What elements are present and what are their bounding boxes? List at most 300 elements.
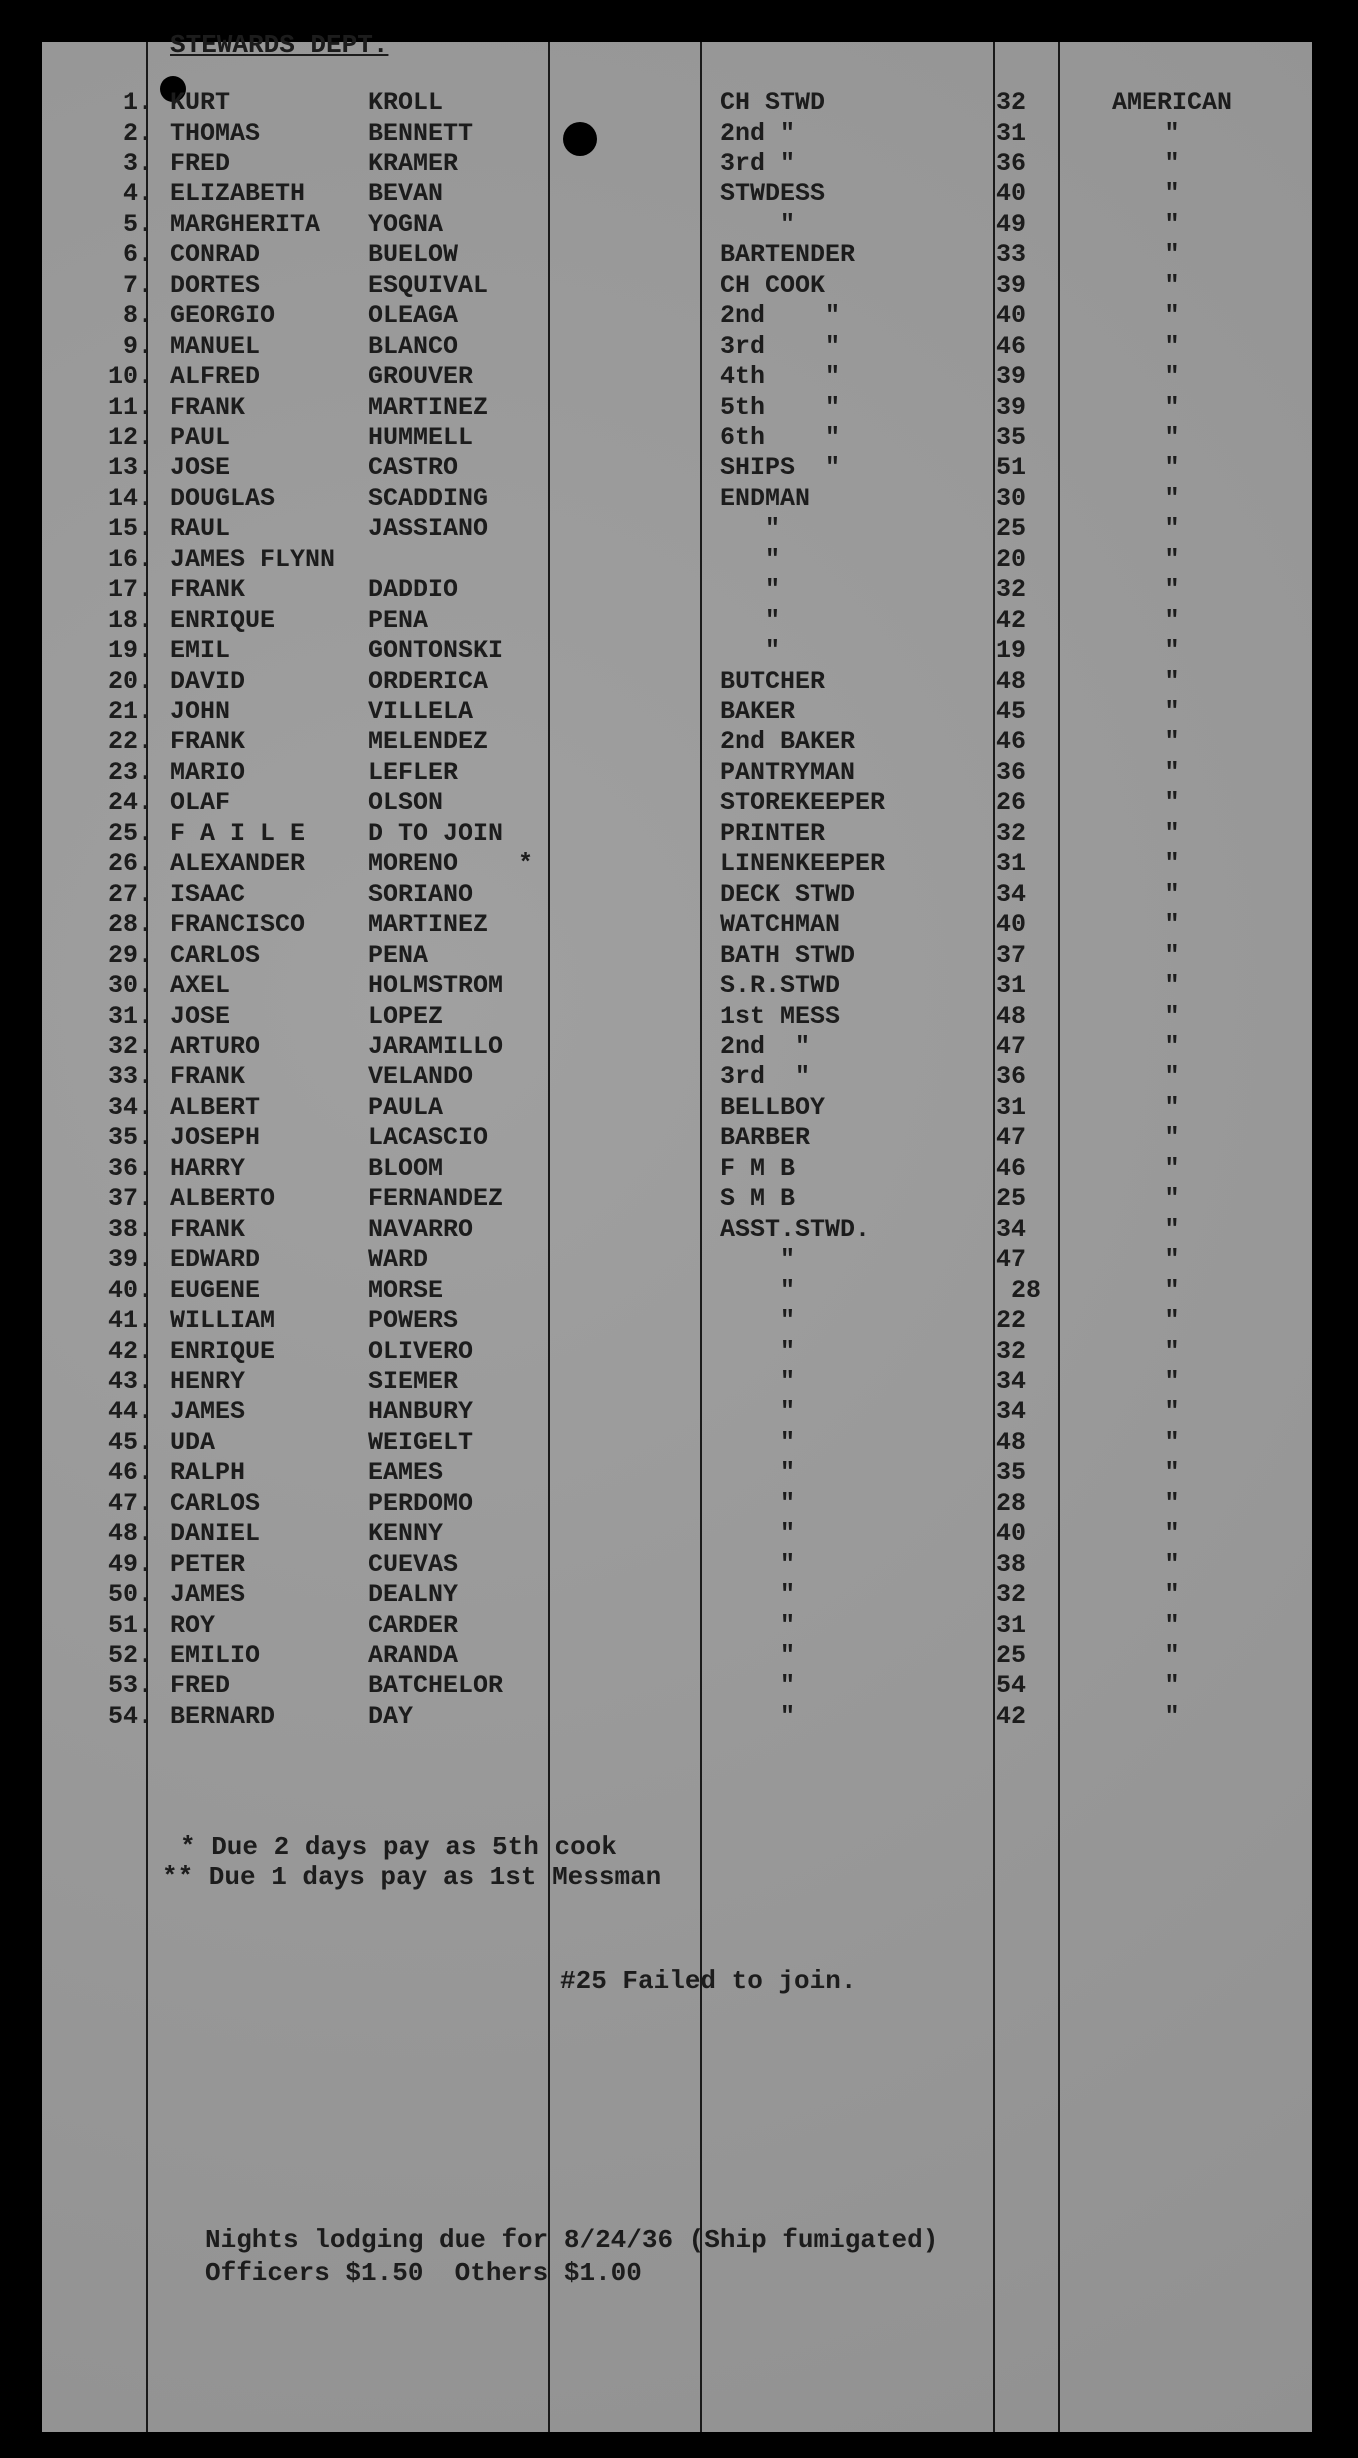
last-name-cell: ARANDA (368, 1641, 459, 1670)
nationality-cell: " (1164, 1336, 1180, 1366)
last-name-cell: OLEAGA (368, 301, 459, 331)
row-number-cell: 10. (107, 362, 153, 392)
first-name-cell: CONRAD (170, 240, 261, 270)
age-cell: 31 (996, 971, 1027, 1000)
first-name-cell: THOMAS (170, 118, 261, 148)
table-row (0, 301, 1358, 331)
first-name-cell: FRANK (170, 727, 246, 757)
table-row (0, 545, 1358, 575)
position-cell: " (720, 1366, 796, 1396)
age-cell: 33 (996, 240, 1027, 270)
last-name-cell: MARTINEZ (368, 392, 489, 422)
age-cell: 46 (996, 1153, 1027, 1183)
last-name-cell: SCADDING (368, 483, 489, 513)
nationality-cell: " (1164, 1427, 1180, 1457)
position-cell: 2nd " (720, 118, 796, 148)
table-row (0, 1093, 1358, 1123)
last-name-cell: MORSE (368, 1275, 444, 1305)
nationality-cell: " (1164, 179, 1180, 209)
row-number-cell: 17. (107, 575, 153, 605)
failed-note: #25 Failed to join. (560, 1966, 857, 1996)
position-cell: ENDMAN (720, 483, 811, 513)
nationality-cell: " (1164, 605, 1180, 635)
last-name-cell: EAMES (368, 1458, 444, 1488)
position-cell: STWDESS (720, 179, 826, 209)
position-cell: " (720, 1641, 796, 1670)
age-cell: 25 (996, 514, 1027, 544)
first-name-cell: EMIL (170, 636, 231, 666)
table-row (0, 271, 1358, 301)
row-number-cell: 28. (107, 910, 153, 940)
table-row (0, 1032, 1358, 1062)
age-cell: 49 (996, 209, 1027, 239)
table-row (0, 788, 1358, 818)
position-cell: " (720, 1245, 796, 1275)
age-cell: 31 (996, 1092, 1027, 1122)
age-cell: 31 (996, 118, 1027, 148)
first-name-cell: UDA (170, 1427, 216, 1457)
last-name-cell: YOGNA (368, 209, 444, 239)
position-cell: " (720, 514, 781, 544)
last-name-cell: JASSIANO (368, 514, 489, 544)
table-row (0, 1428, 1358, 1458)
nationality-cell: " (1164, 1641, 1180, 1670)
position-cell: " (720, 1549, 796, 1579)
first-name-cell: FRED (170, 1671, 231, 1701)
age-cell: 30 (996, 483, 1027, 513)
table-row (0, 210, 1358, 240)
first-name-cell: RAUL (170, 514, 231, 544)
table-row (0, 1367, 1358, 1397)
nationality-cell: " (1164, 1458, 1180, 1488)
position-cell: ASST.STWD. (720, 1214, 871, 1244)
nationality-cell: " (1164, 1092, 1180, 1122)
position-cell: 3rd " (720, 1062, 811, 1092)
first-name-cell: WILLIAM (170, 1306, 276, 1335)
age-cell: 40 (996, 1519, 1027, 1549)
position-cell: S.R.STWD (720, 971, 841, 1000)
row-number-cell: 6. (122, 240, 153, 270)
nationality-cell: " (1164, 910, 1180, 940)
table-row (0, 1002, 1358, 1032)
table-row (0, 1245, 1358, 1275)
position-cell: S M B (720, 1184, 796, 1214)
age-cell: 51 (996, 453, 1027, 483)
first-name-cell: F A I L E (170, 818, 306, 848)
table-row (0, 849, 1358, 879)
table-row (0, 149, 1358, 179)
position-cell: " (720, 1488, 796, 1518)
last-name-cell: NAVARRO (368, 1214, 474, 1244)
footnote: * Due 2 days pay as 5th cook (180, 1832, 617, 1862)
nationality-cell: " (1164, 971, 1180, 1000)
first-name-cell: MARIO (170, 757, 246, 787)
nationality-cell: " (1164, 1549, 1180, 1579)
last-name-cell: ORDERICA (368, 666, 489, 696)
nationality-cell: " (1164, 270, 1180, 300)
age-cell: 48 (996, 1427, 1027, 1457)
age-cell: 36 (996, 148, 1027, 178)
nationality-cell: " (1164, 1001, 1180, 1031)
row-number-cell: 46. (107, 1458, 153, 1488)
position-cell: BARTENDER (720, 240, 856, 270)
nationality-cell: " (1164, 118, 1180, 148)
first-name-cell: DAVID (170, 666, 246, 696)
lodging-note: Nights lodging due for 8/24/36 (Ship fumigated) (205, 2225, 939, 2255)
nationality-cell: " (1164, 1488, 1180, 1518)
first-name-cell: KURT (170, 88, 231, 117)
age-cell: 32 (996, 818, 1027, 848)
position-cell: 2nd " (720, 1031, 811, 1061)
nationality-cell: " (1164, 148, 1180, 178)
first-name-cell: OLAF (170, 788, 231, 818)
last-name-cell: KENNY (368, 1519, 444, 1549)
first-name-cell: BERNARD (170, 1701, 276, 1731)
last-name-cell: DADDIO (368, 575, 459, 605)
nationality-cell: " (1164, 301, 1180, 331)
row-number-cell: 42. (107, 1336, 153, 1366)
last-name-cell: LOPEZ (368, 1001, 444, 1031)
table-row (0, 1580, 1358, 1610)
last-name-cell: BATCHELOR (368, 1671, 504, 1701)
table-row (0, 667, 1358, 697)
row-number-cell: 15. (107, 514, 153, 544)
table-row (0, 393, 1358, 423)
age-cell: 34 (996, 1214, 1027, 1244)
position-cell: " (720, 636, 781, 666)
first-name-cell: FRED (170, 148, 231, 178)
first-name-cell: DORTES (170, 270, 261, 300)
last-name-cell: CUEVAS (368, 1549, 459, 1579)
nationality-cell: " (1164, 331, 1180, 361)
table-row (0, 1306, 1358, 1336)
age-cell: 19 (996, 636, 1027, 666)
row-number-cell: 7. (122, 270, 153, 300)
position-cell: BUTCHER (720, 666, 826, 696)
nationality-cell: " (1164, 1701, 1180, 1731)
table-row (0, 484, 1358, 514)
age-cell: 20 (996, 544, 1027, 574)
table-row (0, 880, 1358, 910)
nationality-cell: AMERICAN (1111, 88, 1233, 117)
table-row (0, 514, 1358, 544)
age-cell: 48 (996, 666, 1027, 696)
nationality-cell: " (1164, 1580, 1180, 1609)
table-row (0, 1276, 1358, 1306)
table-row (0, 332, 1358, 362)
position-cell: PRINTER (720, 818, 826, 848)
table-row (0, 1123, 1358, 1153)
last-name-cell: GROUVER (368, 362, 474, 392)
first-name-cell: ALEXANDER (170, 849, 306, 879)
position-cell: WATCHMAN (720, 910, 841, 940)
row-number-cell: 14. (107, 483, 153, 513)
position-cell: " (720, 1306, 796, 1335)
age-cell: 39 (996, 270, 1027, 300)
table-row (0, 758, 1358, 788)
age-cell: 34 (996, 879, 1027, 909)
position-cell: " (720, 1519, 796, 1549)
first-name-cell: ALFRED (170, 362, 261, 392)
table-row (0, 1337, 1358, 1367)
row-number-cell: 25. (107, 818, 153, 848)
age-cell: 47 (996, 1245, 1027, 1275)
first-name-cell: PETER (170, 1549, 246, 1579)
table-row (0, 1062, 1358, 1092)
first-name-cell: JAMES (170, 1580, 246, 1609)
row-number-cell: 16. (107, 544, 153, 574)
row-number-cell: 30. (107, 971, 153, 1000)
last-name-cell: SIEMER (368, 1366, 459, 1396)
first-name-cell: ENRIQUE (170, 605, 276, 635)
last-name-cell: HOLMSTROM (368, 971, 504, 1000)
last-name-cell: WARD (368, 1245, 429, 1275)
row-number-cell: 9. (122, 331, 153, 361)
row-number-cell: 18. (107, 605, 153, 635)
last-name-cell: DAY (368, 1701, 414, 1731)
table-row (0, 636, 1358, 666)
nationality-cell: " (1164, 1184, 1180, 1214)
row-number-cell: 11. (107, 392, 153, 422)
last-name-cell: CARDER (368, 1610, 459, 1640)
position-cell: " (720, 209, 796, 239)
row-number-cell: 22. (107, 727, 153, 757)
age-cell: 40 (996, 910, 1027, 940)
first-name-cell: ENRIQUE (170, 1336, 276, 1366)
nationality-cell: " (1164, 392, 1180, 422)
age-cell: 32 (996, 1580, 1027, 1609)
first-name-cell: PAUL (170, 422, 231, 452)
age-cell: 42 (996, 1701, 1027, 1731)
nationality-cell: " (1164, 240, 1180, 270)
nationality-cell: " (1164, 1214, 1180, 1244)
nationality-cell: " (1164, 422, 1180, 452)
first-name-cell: HARRY (170, 1153, 246, 1183)
first-name-cell: JOHN (170, 697, 231, 726)
first-name-cell: MARGHERITA (170, 209, 321, 239)
position-cell: SHIPS " (720, 453, 841, 483)
last-name-cell: BENNETT (368, 118, 474, 148)
position-cell: 5th " (720, 392, 841, 422)
position-cell: " (720, 1458, 796, 1488)
nationality-cell: " (1164, 697, 1180, 726)
age-cell: 35 (996, 1458, 1027, 1488)
table-row (0, 240, 1358, 270)
last-name-cell: OLSON (368, 788, 444, 818)
table-row (0, 1611, 1358, 1641)
table-row (0, 1397, 1358, 1427)
nationality-cell: " (1164, 483, 1180, 513)
nationality-cell: " (1164, 575, 1180, 605)
nationality-cell: " (1164, 1275, 1180, 1305)
row-number-cell: 45. (107, 1427, 153, 1457)
table-row (0, 423, 1358, 453)
last-name-cell: DEALNY (368, 1580, 459, 1609)
nationality-cell: " (1164, 1610, 1180, 1640)
row-number-cell: 48. (107, 1519, 153, 1549)
last-name-cell: BLOOM (368, 1153, 444, 1183)
age-cell: 32 (996, 88, 1027, 117)
table-row (0, 1458, 1358, 1488)
row-number-cell: 47. (107, 1488, 153, 1518)
first-name-cell: EDWARD (170, 1245, 261, 1275)
nationality-cell: " (1164, 788, 1180, 818)
last-name-cell: PAULA (368, 1092, 444, 1122)
row-number-cell: 34. (107, 1092, 153, 1122)
table-row (0, 575, 1358, 605)
age-cell: 25 (996, 1641, 1027, 1670)
position-cell: 3rd " (720, 148, 796, 178)
nationality-cell: " (1164, 879, 1180, 909)
row-number-cell: 8. (122, 301, 153, 331)
row-number-cell: 50. (107, 1580, 153, 1609)
age-cell: 35 (996, 422, 1027, 452)
age-cell: 28 (996, 1488, 1027, 1518)
age-cell: 36 (996, 757, 1027, 787)
first-name-cell: GEORGIO (170, 301, 276, 331)
nationality-cell: " (1164, 1397, 1180, 1427)
position-cell: 1st MESS (720, 1001, 841, 1031)
last-name-cell: MARTINEZ (368, 910, 489, 940)
nationality-cell: " (1164, 514, 1180, 544)
first-name-cell: ARTURO (170, 1031, 261, 1061)
nationality-cell: " (1164, 636, 1180, 666)
table-row (0, 727, 1358, 757)
nationality-cell: " (1164, 453, 1180, 483)
first-name-cell: ALBERTO (170, 1184, 276, 1214)
last-name-cell: MORENO * (368, 849, 534, 879)
nationality-cell: " (1164, 544, 1180, 574)
age-cell: 34 (996, 1366, 1027, 1396)
row-number-cell: 38. (107, 1214, 153, 1244)
table-row (0, 453, 1358, 483)
position-cell: BARBER (720, 1123, 811, 1153)
row-number-cell: 2. (122, 118, 153, 148)
last-name-cell: SORIANO (368, 879, 474, 909)
first-name-cell: FRANK (170, 392, 246, 422)
position-cell: 2nd BAKER (720, 727, 856, 757)
first-name-cell: EUGENE (170, 1275, 261, 1305)
nationality-cell: " (1164, 362, 1180, 392)
row-number-cell: 53. (107, 1671, 153, 1701)
last-name-cell: HANBURY (368, 1397, 474, 1427)
last-name-cell: MELENDEZ (368, 727, 489, 757)
first-name-cell: JOSE (170, 1001, 231, 1031)
age-cell: 26 (996, 788, 1027, 818)
table-row (0, 1215, 1358, 1245)
footnote: ** Due 1 days pay as 1st Messman (162, 1862, 662, 1892)
table-row (0, 1184, 1358, 1214)
row-number-cell: 5. (122, 209, 153, 239)
first-name-cell: DANIEL (170, 1519, 261, 1549)
age-cell: 25 (996, 1184, 1027, 1214)
position-cell: 4th " (720, 362, 841, 392)
age-cell: 22 (996, 1306, 1027, 1335)
last-name-cell: LEFLER (368, 757, 459, 787)
row-number-cell: 24. (107, 788, 153, 818)
nationality-cell: " (1164, 818, 1180, 848)
row-number-cell: 52. (107, 1641, 153, 1670)
position-cell: " (720, 1580, 796, 1609)
last-name-cell: PERDOMO (368, 1488, 474, 1518)
last-name-cell: GONTONSKI (368, 636, 504, 666)
age-cell: 34 (996, 1397, 1027, 1427)
table-row (0, 179, 1358, 209)
row-number-cell: 12. (107, 422, 153, 452)
last-name-cell: WEIGELT (368, 1427, 474, 1457)
table-row (0, 819, 1358, 849)
last-name-cell: JARAMILLO (368, 1031, 504, 1061)
age-cell: 39 (996, 362, 1027, 392)
age-cell: 40 (996, 179, 1027, 209)
row-number-cell: 29. (107, 940, 153, 970)
last-name-cell: PENA (368, 605, 429, 635)
age-cell: 48 (996, 1001, 1027, 1031)
age-cell: 54 (996, 1671, 1027, 1701)
table-row (0, 1550, 1358, 1580)
table-row (0, 1489, 1358, 1519)
last-name-cell: VILLELA (368, 697, 474, 726)
first-name-cell: FRANCISCO (170, 910, 306, 940)
row-number-cell: 23. (107, 757, 153, 787)
first-name-cell: FRANK (170, 1214, 246, 1244)
position-cell: DECK STWD (720, 879, 856, 909)
table-row (0, 119, 1358, 149)
last-name-cell: VELANDO (368, 1062, 474, 1092)
first-name-cell: ALBERT (170, 1092, 261, 1122)
nationality-cell: " (1164, 1671, 1180, 1701)
age-cell: 31 (996, 849, 1027, 879)
age-cell: 31 (996, 1610, 1027, 1640)
position-cell: F M B (720, 1153, 796, 1183)
first-name-cell: FRANK (170, 575, 246, 605)
row-number-cell: 26. (107, 849, 153, 879)
first-name-cell: HENRY (170, 1366, 246, 1396)
row-number-cell: 49. (107, 1549, 153, 1579)
age-cell: 36 (996, 1062, 1027, 1092)
last-name-cell: CASTRO (368, 453, 459, 483)
age-cell: 40 (996, 301, 1027, 331)
age-cell: 46 (996, 331, 1027, 361)
first-name-cell: AXEL (170, 971, 231, 1000)
last-name-cell: KROLL (368, 88, 444, 117)
row-number-cell: 32. (107, 1031, 153, 1061)
last-name-cell: BUELOW (368, 240, 459, 270)
nationality-cell: " (1164, 1031, 1180, 1061)
position-cell: BELLBOY (720, 1092, 826, 1122)
position-cell: 2nd " (720, 301, 841, 331)
first-name-cell: CARLOS (170, 940, 261, 970)
last-name-cell: LACASCIO (368, 1123, 489, 1153)
row-number-cell: 51. (107, 1610, 153, 1640)
position-cell: BAKER (720, 697, 796, 726)
first-name-cell: ISAAC (170, 879, 246, 909)
age-cell: 47 (996, 1123, 1027, 1153)
position-cell: CH COOK (720, 270, 826, 300)
position-cell: " (720, 1610, 796, 1640)
nationality-cell: " (1164, 1366, 1180, 1396)
row-number-cell: 44. (107, 1397, 153, 1427)
last-name-cell: PENA (368, 940, 429, 970)
last-name-cell: OLIVERO (368, 1336, 474, 1366)
lodging-rates: Officers $1.50 Others $1.00 (205, 2258, 642, 2288)
position-cell: " (720, 605, 781, 635)
position-cell: STOREKEEPER (720, 788, 886, 818)
row-number-cell: 39. (107, 1245, 153, 1275)
nationality-cell: " (1164, 1519, 1180, 1549)
row-number-cell: 13. (107, 453, 153, 483)
nationality-cell: " (1164, 727, 1180, 757)
